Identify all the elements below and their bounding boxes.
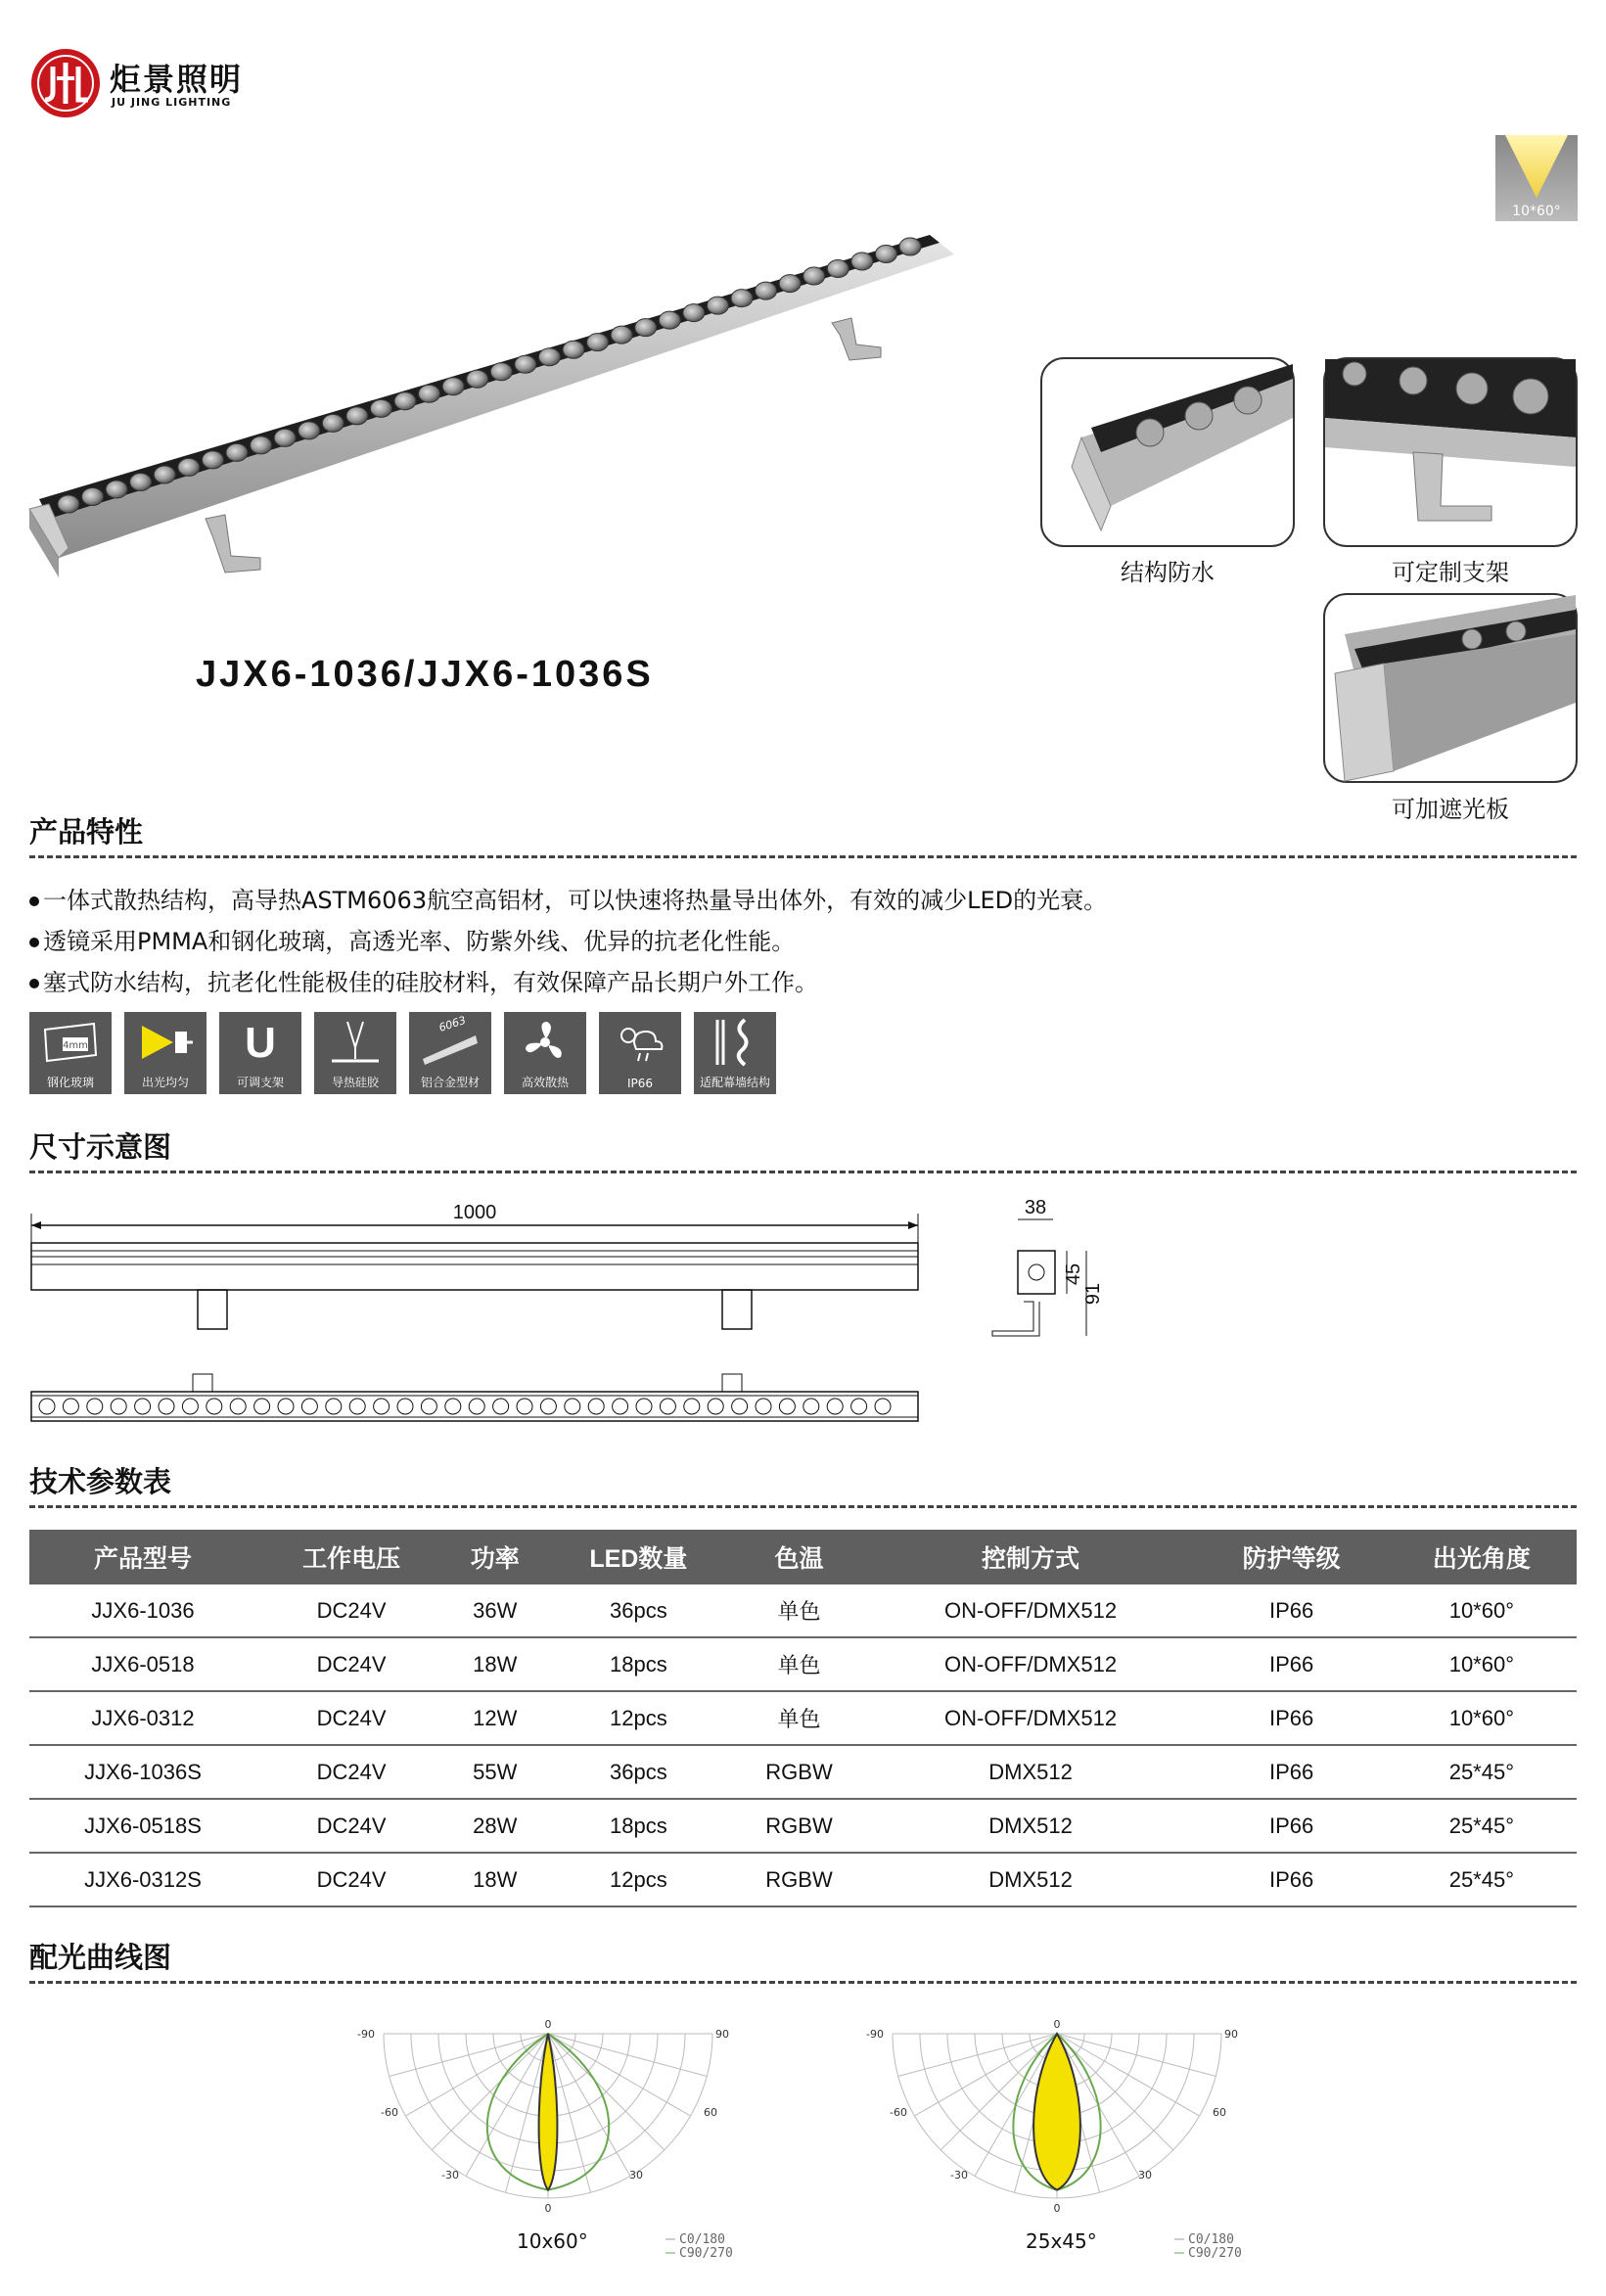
divider — [29, 1981, 1577, 1984]
led-outline — [803, 1399, 819, 1414]
table-cell: 12pcs — [543, 1853, 733, 1906]
led-outline — [39, 1399, 55, 1414]
angle-tick-label: 90 — [715, 2028, 729, 2041]
led-lens — [419, 385, 440, 402]
table-cell: ON-OFF/DMX512 — [865, 1691, 1197, 1745]
led-outline — [684, 1399, 700, 1414]
led-lens — [731, 290, 753, 307]
uniform-light-icon: 出光均匀 — [124, 1012, 206, 1094]
divider — [29, 1505, 1577, 1508]
aluminum-profile-icon: 6063 铝合金型材 — [409, 1012, 491, 1094]
angle-tick-label: 0 — [544, 2018, 552, 2031]
table-cell: 25*45° — [1387, 1799, 1577, 1853]
led-lens — [442, 378, 464, 395]
led-outline — [540, 1399, 556, 1414]
spec-table — [29, 1530, 1577, 1907]
product-image — [29, 225, 969, 587]
angle-tick-label: 0 — [544, 2202, 552, 2215]
table-cell: JJX6-1036S — [29, 1745, 256, 1799]
column-header: 防护等级 — [1197, 1530, 1387, 1584]
table-cell: 12W — [446, 1691, 543, 1745]
angle-tick-label: -60 — [890, 2106, 907, 2119]
led-lens — [538, 348, 560, 366]
led-lens — [130, 473, 152, 490]
angle-tick-label: 30 — [629, 2169, 643, 2181]
column-header: 色温 — [733, 1530, 864, 1584]
table-cell: DC24V — [256, 1637, 446, 1691]
column-header: 功率 — [446, 1530, 543, 1584]
polar-chart-label: 10x60° — [517, 2229, 588, 2253]
beam-angle-label: 10*60° — [1512, 204, 1561, 219]
table-cell: 单色 — [733, 1691, 864, 1745]
caption-shield: 可加遮光板 — [1392, 796, 1509, 823]
led-outline — [756, 1399, 771, 1414]
led-outline — [111, 1399, 126, 1414]
led-outline — [159, 1399, 174, 1414]
led-outline — [206, 1399, 222, 1414]
table-cell: IP66 — [1197, 1853, 1387, 1906]
table-cell: 36W — [446, 1584, 543, 1637]
table-row — [29, 1799, 1577, 1853]
length-label: 1000 — [452, 1202, 497, 1223]
led-outline — [421, 1399, 436, 1414]
angle-tick-label: -90 — [357, 2028, 375, 2041]
led-outline — [851, 1399, 867, 1414]
led-outline — [349, 1399, 365, 1414]
led-outline — [63, 1399, 78, 1414]
table-cell: IP66 — [1197, 1637, 1387, 1691]
total-height-label: 91 — [1082, 1282, 1104, 1306]
table-cell: ON-OFF/DMX512 — [865, 1637, 1197, 1691]
led-lens — [202, 451, 223, 469]
led-outline — [135, 1399, 151, 1414]
table-cell: 18W — [446, 1637, 543, 1691]
curtain-wall-icon: 适配幕墙结构 — [694, 1012, 776, 1094]
column-header: 出光角度 — [1387, 1530, 1577, 1584]
table-cell: 10*60° — [1387, 1584, 1577, 1637]
legend-c0: C0/180 — [679, 2232, 725, 2247]
table-cell: RGBW — [733, 1853, 864, 1906]
led-lens — [707, 297, 728, 314]
led-outline — [732, 1399, 748, 1414]
led-lens — [515, 355, 536, 373]
body-height-label: 45 — [1063, 1263, 1084, 1286]
angle-tick-label: 90 — [1224, 2028, 1238, 2041]
feature-item: 一体式散热结构，高导热ASTM6063航空高铝材，可以快速将热量导出体外，有效的减少LED的光衰。 — [29, 881, 1107, 915]
led-lens — [346, 407, 368, 425]
led-outline — [827, 1399, 843, 1414]
table-cell: 55W — [446, 1745, 543, 1799]
table-cell: DC24V — [256, 1691, 446, 1745]
led-lens — [851, 253, 873, 270]
candela-curve — [1033, 2034, 1080, 2190]
weatherproof-icon: IP66 — [599, 1012, 681, 1094]
table-cell: 10*60° — [1387, 1637, 1577, 1691]
detail-bracket-image — [1323, 357, 1578, 547]
table-cell: IP66 — [1197, 1799, 1387, 1853]
led-lens — [226, 443, 248, 461]
led-lens — [298, 422, 320, 439]
led-lens — [370, 399, 391, 417]
table-row — [29, 1745, 1577, 1799]
table-cell: 36pcs — [543, 1584, 733, 1637]
table-cell: ON-OFF/DMX512 — [865, 1584, 1197, 1637]
table-cell: JJX6-0312S — [29, 1853, 256, 1906]
led-lens — [611, 326, 632, 344]
table-cell: 25*45° — [1387, 1745, 1577, 1799]
table-cell: 18pcs — [543, 1637, 733, 1691]
led-lens — [58, 495, 79, 513]
led-lens — [178, 458, 200, 476]
angle-tick-label: 0 — [1053, 2018, 1061, 2031]
led-outline — [278, 1399, 294, 1414]
angle-tick-label: 60 — [704, 2106, 717, 2119]
column-header: 产品型号 — [29, 1530, 256, 1584]
table-cell: DMX512 — [865, 1799, 1197, 1853]
dimensions-heading: 尺寸示意图 — [29, 1130, 172, 1164]
table-cell: DC24V — [256, 1584, 446, 1637]
legend-c0: C0/180 — [1188, 2232, 1234, 2247]
brand-name: 炬景照明 — [110, 61, 244, 98]
led-outline — [660, 1399, 675, 1414]
angle-tick-label: -30 — [441, 2169, 459, 2181]
led-lens — [683, 304, 705, 322]
table-cell: DC24V — [256, 1745, 446, 1799]
table-header-row — [29, 1530, 1577, 1584]
table-cell: RGBW — [733, 1745, 864, 1799]
led-outline — [517, 1399, 532, 1414]
table-cell: IP66 — [1197, 1584, 1387, 1637]
led-lens — [827, 260, 849, 278]
led-lens — [322, 414, 344, 432]
svg-text:6063: 6063 — [436, 1013, 468, 1034]
table-cell: DC24V — [256, 1799, 446, 1853]
model-title: JJX6-1036/JJX6-1036S — [196, 654, 654, 695]
led-outline — [254, 1399, 270, 1414]
led-lens — [274, 429, 296, 446]
angle-tick-label: -30 — [950, 2169, 968, 2181]
table-row — [29, 1853, 1577, 1906]
caption-waterproof: 结构防水 — [1121, 559, 1215, 586]
legend-c90: C90/270 — [1188, 2246, 1242, 2261]
table-cell: IP66 — [1197, 1745, 1387, 1799]
led-lens — [490, 363, 512, 381]
svg-text:U: U — [245, 1019, 276, 1067]
adjustable-bracket-icon: U 可调支架 — [219, 1012, 301, 1094]
fan-icon: 高效散热 — [504, 1012, 586, 1094]
table-cell: JJX6-0518S — [29, 1799, 256, 1853]
table-cell: 18pcs — [543, 1799, 733, 1853]
led-lens — [659, 311, 680, 329]
led-outline — [708, 1399, 723, 1414]
led-outline — [87, 1399, 103, 1414]
feature-item: 塞式防水结构，抗老化性能极佳的硅胶材料，有效保障产品长期户外工作。 — [29, 963, 818, 997]
table-cell: RGBW — [733, 1799, 864, 1853]
led-lens — [587, 334, 609, 351]
table-cell: 12pcs — [543, 1691, 733, 1745]
dimension-drawing — [29, 1194, 1104, 1439]
led-outline — [374, 1399, 390, 1414]
led-outline — [301, 1399, 317, 1414]
detail-waterproof-image — [1040, 357, 1295, 547]
led-outline — [397, 1399, 413, 1414]
angle-tick-label: -60 — [381, 2106, 398, 2119]
table-cell: 10*60° — [1387, 1691, 1577, 1745]
table-row — [29, 1691, 1577, 1745]
led-outline — [613, 1399, 628, 1414]
led-lens — [106, 481, 127, 498]
width-label: 38 — [1024, 1197, 1047, 1218]
column-header: 控制方式 — [865, 1530, 1197, 1584]
led-outline — [588, 1399, 604, 1414]
caption-bracket: 可定制支架 — [1392, 559, 1509, 586]
angle-tick-label: -90 — [866, 2028, 884, 2041]
led-lens — [756, 282, 777, 299]
svg-text:4mm: 4mm — [63, 1040, 88, 1051]
angle-tick-label: 0 — [1053, 2202, 1061, 2215]
table-row — [29, 1637, 1577, 1691]
led-outline — [469, 1399, 484, 1414]
table-cell: 28W — [446, 1799, 543, 1853]
angle-tick-label: 30 — [1138, 2169, 1152, 2181]
led-lens — [899, 238, 921, 255]
led-lens — [82, 487, 104, 505]
led-outline — [875, 1399, 891, 1414]
led-lens — [154, 466, 175, 483]
led-lens — [394, 392, 416, 410]
brand-logo-icon — [31, 49, 100, 117]
table-cell: 单色 — [733, 1637, 864, 1691]
tempered-glass-icon: 4mm 钢化玻璃 — [29, 1012, 112, 1094]
column-header: LED数量 — [543, 1530, 733, 1584]
brand-name-en: JU JING LIGHTING — [112, 96, 232, 109]
led-outline — [636, 1399, 652, 1414]
table-row — [29, 1584, 1577, 1637]
table-cell: JJX6-0518 — [29, 1637, 256, 1691]
legend-c90: C90/270 — [679, 2246, 733, 2261]
led-outline — [779, 1399, 795, 1414]
divider — [29, 855, 1577, 858]
table-cell: 单色 — [733, 1584, 864, 1637]
table-cell: 25*45° — [1387, 1853, 1577, 1906]
table-cell: DMX512 — [865, 1745, 1197, 1799]
table-cell: JJX6-1036 — [29, 1584, 256, 1637]
divider — [29, 1171, 1577, 1173]
polar-chart-label: 25x45° — [1026, 2229, 1097, 2253]
thermal-silicone-icon: 导热硅胶 — [314, 1012, 396, 1094]
led-outline — [565, 1399, 580, 1414]
table-cell: 18W — [446, 1853, 543, 1906]
led-lens — [251, 436, 272, 454]
led-lens — [779, 275, 801, 293]
column-header: 工作电压 — [256, 1530, 446, 1584]
table-cell: 36pcs — [543, 1745, 733, 1799]
table-cell: IP66 — [1197, 1691, 1387, 1745]
feature-item: 透镜采用PMMA和钢化玻璃，高透光率、防紫外线、优异的抗老化性能。 — [29, 922, 795, 956]
led-outline — [445, 1399, 461, 1414]
table-cell: JJX6-0312 — [29, 1691, 256, 1745]
spec-table-heading: 技术参数表 — [29, 1465, 172, 1498]
table-cell: DMX512 — [865, 1853, 1197, 1906]
led-outline — [182, 1399, 198, 1414]
led-lens — [635, 319, 657, 337]
led-lens — [803, 267, 825, 285]
chart-legend — [1174, 2232, 1242, 2261]
table-cell: DC24V — [256, 1853, 446, 1906]
led-outline — [493, 1399, 509, 1414]
led-outline — [326, 1399, 342, 1414]
photometric-heading: 配光曲线图 — [29, 1941, 172, 1974]
beam-angle-badge — [1495, 135, 1578, 221]
chart-legend — [665, 2232, 733, 2261]
detail-shield-image — [1323, 593, 1578, 783]
led-outline — [230, 1399, 246, 1414]
angle-tick-label: 60 — [1213, 2106, 1226, 2119]
features-heading: 产品特性 — [29, 815, 144, 849]
led-lens — [563, 341, 584, 358]
led-lens — [875, 246, 896, 263]
led-lens — [467, 370, 488, 388]
